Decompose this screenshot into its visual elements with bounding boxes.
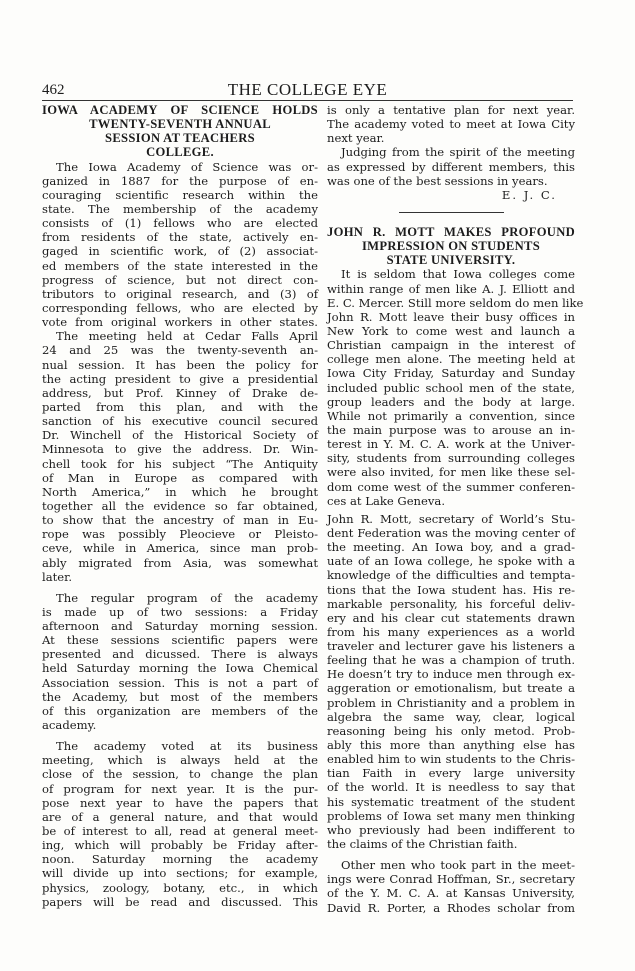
text-line: New York to come west and launch a bbox=[327, 323, 575, 338]
headline-line: STATE UNIVERSITY. bbox=[386, 253, 516, 268]
text-line: problems of Iowa set many men thinking bbox=[327, 808, 575, 823]
text-line: knowledge of the difficulties and tempta- bbox=[327, 568, 575, 583]
text-line: He doesn’t try to induce men through ex- bbox=[327, 667, 575, 682]
paragraph bbox=[327, 512, 575, 851]
text-line: as expressed by different members, this bbox=[327, 159, 575, 174]
text-line: progress of science, but not direct con- bbox=[42, 272, 318, 287]
text-line: the meeting. An Iowa boy, and a grad- bbox=[327, 540, 575, 555]
text-line: The regular program of the academy bbox=[56, 590, 318, 605]
text-line: 24 and 25 was the twenty-seventh an- bbox=[42, 343, 318, 358]
text-line: ery and his clear cut statements drawn bbox=[327, 610, 575, 625]
text-line: meeting, which is always held at the bbox=[42, 753, 318, 768]
text-line: terest in Y. M. C. A. work at the Univer- bbox=[327, 437, 575, 452]
left-column bbox=[42, 103, 318, 909]
text-line: of the world. It is needless to say that bbox=[327, 780, 575, 795]
text-line: tian Faith in every large university bbox=[327, 766, 575, 781]
text-line: sanction of his executive council secured bbox=[42, 414, 318, 429]
paragraph bbox=[42, 739, 318, 909]
text-line: dom come west of the summer conferen- bbox=[327, 479, 575, 494]
article-mott-headline bbox=[327, 225, 575, 267]
text-line: presented and dicussed. There is always bbox=[42, 647, 318, 662]
text-line: physics, zoology, botany, etc., in which bbox=[42, 880, 318, 895]
text-line: the Academy, but most of the members bbox=[42, 689, 318, 704]
text-line: ably migrated from Asia, was somewhat bbox=[42, 555, 318, 570]
text-line: within range of men like A. J. Elliott and bbox=[327, 281, 575, 296]
text-line: nual session. It has been the policy for bbox=[42, 357, 318, 372]
text-line: Dr. Winchell of the Historical Society of bbox=[42, 428, 318, 443]
text-line: included public school men of the state, bbox=[327, 380, 575, 395]
text-line: from residents of the state, actively en- bbox=[42, 230, 318, 245]
text-line: enabled him to win students to the Chris- bbox=[327, 752, 575, 767]
text-line: dent Federation was the moving center of bbox=[327, 525, 575, 540]
text-line: be of interest to all, read at general meet- bbox=[42, 824, 318, 839]
article-divider bbox=[399, 212, 504, 213]
paragraph bbox=[327, 858, 575, 915]
text-line: The Iowa Academy of Science was or- bbox=[56, 159, 318, 174]
article-iowa-academy-headline bbox=[42, 103, 318, 160]
text-line: academy. bbox=[42, 718, 97, 733]
text-line: together all the evidence so far obtained, bbox=[42, 498, 318, 513]
text-line: was one of the best sessions in years. bbox=[327, 173, 548, 188]
text-line: of program for next year. It is the pur- bbox=[42, 781, 318, 796]
text-line: Minnesota to give the address. Dr. Win- bbox=[42, 442, 318, 457]
text-line: sity, students from surrounding colleges bbox=[327, 451, 575, 466]
page-header bbox=[42, 80, 573, 100]
text-line: feeling that he was a champion of truth. bbox=[327, 653, 575, 668]
headline-line: SESSION AT TEACHERS bbox=[105, 131, 255, 146]
text-line: is only a tentative plan for next year. bbox=[327, 103, 575, 117]
text-line: address, but Prof. Kinney of Drake de- bbox=[42, 385, 318, 400]
text-line: group leaders and the body at large. bbox=[327, 394, 575, 409]
text-line: college men alone. The meeting held at bbox=[327, 352, 575, 367]
text-line: David R. Porter, a Rhodes scholar from bbox=[327, 900, 575, 915]
text-line: couraging scientific research within the bbox=[42, 187, 318, 202]
text-line: Other men who took part in the meet- bbox=[341, 858, 575, 873]
paragraph bbox=[327, 103, 575, 145]
text-line: While not primarily a convention, since bbox=[327, 408, 575, 423]
text-line: afternoon and Saturday morning session. bbox=[42, 619, 318, 634]
text-line: will divide up into sections; for example, bbox=[42, 866, 318, 881]
text-line: aggeration or emotionalism, but treate a bbox=[327, 681, 575, 696]
publication-title: THE COLLEGE EYE bbox=[227, 80, 388, 99]
text-line: from his many experiences as a world bbox=[327, 624, 575, 639]
text-line: to show that the ancestry of man in Eu- bbox=[42, 513, 318, 528]
text-line: ceve, while in America, since man prob- bbox=[42, 541, 318, 556]
text-line: gaged in scientific work, of (2) associat- bbox=[42, 244, 318, 259]
text-line: ed members of the state interested in the bbox=[42, 258, 318, 273]
text-line: ces at Lake Geneva. bbox=[327, 493, 446, 508]
paragraph bbox=[327, 145, 575, 187]
text-line: John R. Mott leave their busy offices in bbox=[327, 309, 575, 324]
text-line: markable personality, his forceful deliv- bbox=[327, 596, 575, 611]
text-line: corresponding fellows, who are elected by bbox=[42, 300, 318, 315]
text-line: algebra the same way, clear, logical bbox=[327, 709, 575, 724]
text-line: chell took for his subject “The Antiquity bbox=[42, 456, 318, 471]
headline-line: IOWA ACADEMY OF SCIENCE HOLDS bbox=[42, 103, 318, 117]
text-line: tions that the Iowa student has. His re- bbox=[327, 582, 575, 597]
text-line: his systematic treatment of the student bbox=[327, 794, 575, 809]
text-line: ings were Conrad Hoffman, Sr., secretary bbox=[327, 872, 575, 887]
text-line: problem in Christianity and a problem in bbox=[327, 695, 575, 710]
text-line: Iowa City Friday, Saturday and Sunday bbox=[327, 366, 575, 381]
text-line: John R. Mott, secretary of World’s Stu- bbox=[327, 511, 575, 526]
paragraph bbox=[42, 329, 318, 584]
text-line: E. C. Mercer. Still more seldom do men like bbox=[327, 295, 584, 310]
text-line: of Man in Europe as compared with bbox=[42, 470, 318, 485]
text-line: Judging from the spirit of the meeting bbox=[341, 145, 575, 160]
text-line: papers will be read and discussed. This bbox=[42, 894, 318, 909]
text-line: who previously had been indifferent to bbox=[327, 822, 575, 837]
text-line: is made up of two sessions: a Friday bbox=[42, 604, 318, 619]
text-line: are of a general nature, and that would bbox=[42, 809, 318, 824]
text-line: of the Y. M. C. A. at Kansas University, bbox=[327, 886, 575, 901]
text-line: state. The membership of the academy bbox=[42, 201, 318, 216]
text-line: pose next year to have the papers that bbox=[42, 795, 318, 810]
text-line: next year. bbox=[327, 131, 385, 146]
text-line: rope was possibly Pleocieve or Pleisto- bbox=[42, 527, 318, 542]
text-line: uate of an Iowa college, he spoke with a bbox=[327, 554, 575, 569]
paragraph bbox=[42, 591, 318, 732]
text-line: vote from original workers in other states. bbox=[42, 315, 318, 330]
headline-line: IMPRESSION ON STUDENTS bbox=[361, 239, 541, 254]
text-line: The academy voted at its business bbox=[56, 739, 318, 754]
author-signature: E. J. C. bbox=[501, 187, 557, 202]
text-line: ganized in 1887 for the purpose of en- bbox=[42, 173, 318, 188]
text-line: Christian campaign in the interest of bbox=[327, 338, 575, 353]
text-line: Association session. This is not a part of bbox=[42, 675, 318, 690]
text-line: the main purpose was to arouse an in- bbox=[327, 422, 575, 437]
header-rule bbox=[42, 100, 573, 101]
text-line: The academy voted to meet at Iowa City bbox=[327, 117, 575, 132]
text-line: held Saturday morning the Iowa Chemical bbox=[42, 661, 318, 676]
text-line: close of the session, to change the plan bbox=[42, 767, 318, 782]
text-line: were also invited, for men like these sel- bbox=[327, 465, 575, 480]
text-line: reasoning being his only metod. Prob- bbox=[327, 723, 575, 738]
text-line: ably this more than anything else has bbox=[327, 738, 575, 753]
text-line: the acting president to give a presidential bbox=[42, 371, 318, 386]
headline-line: TWENTY-SEVENTH ANNUAL bbox=[89, 117, 271, 132]
text-line: ing, which will probably be Friday after- bbox=[42, 838, 318, 853]
right-column bbox=[327, 103, 584, 915]
text-line: It is seldom that Iowa colleges come bbox=[341, 267, 575, 282]
text-line: the claims of the Christian faith. bbox=[327, 837, 518, 852]
text-line: consists of (1) fellows who are elected bbox=[42, 216, 318, 231]
text-line: North America,” in which he brought bbox=[42, 484, 318, 499]
text-line: At these sessions scientific papers were bbox=[42, 633, 318, 648]
text-line: noon. Saturday morning the academy bbox=[42, 852, 318, 867]
text-line: tributors to original research, and (3) of bbox=[42, 286, 318, 301]
headline-line: JOHN R. MOTT MAKES PROFOUND bbox=[327, 224, 575, 239]
paragraph bbox=[327, 267, 584, 508]
text-line: traveler and lecturer gave his listeners a bbox=[327, 639, 575, 654]
text-line: parted from this plan, and with the bbox=[42, 399, 318, 414]
text-line: later. bbox=[42, 569, 73, 584]
page-number: 462 bbox=[42, 82, 65, 98]
paragraph bbox=[42, 160, 318, 330]
text-line: of this organization are members of the bbox=[42, 703, 318, 718]
headline-line: COLLEGE. bbox=[146, 145, 214, 160]
text-line: The meeting held at Cedar Falls April bbox=[56, 329, 318, 344]
